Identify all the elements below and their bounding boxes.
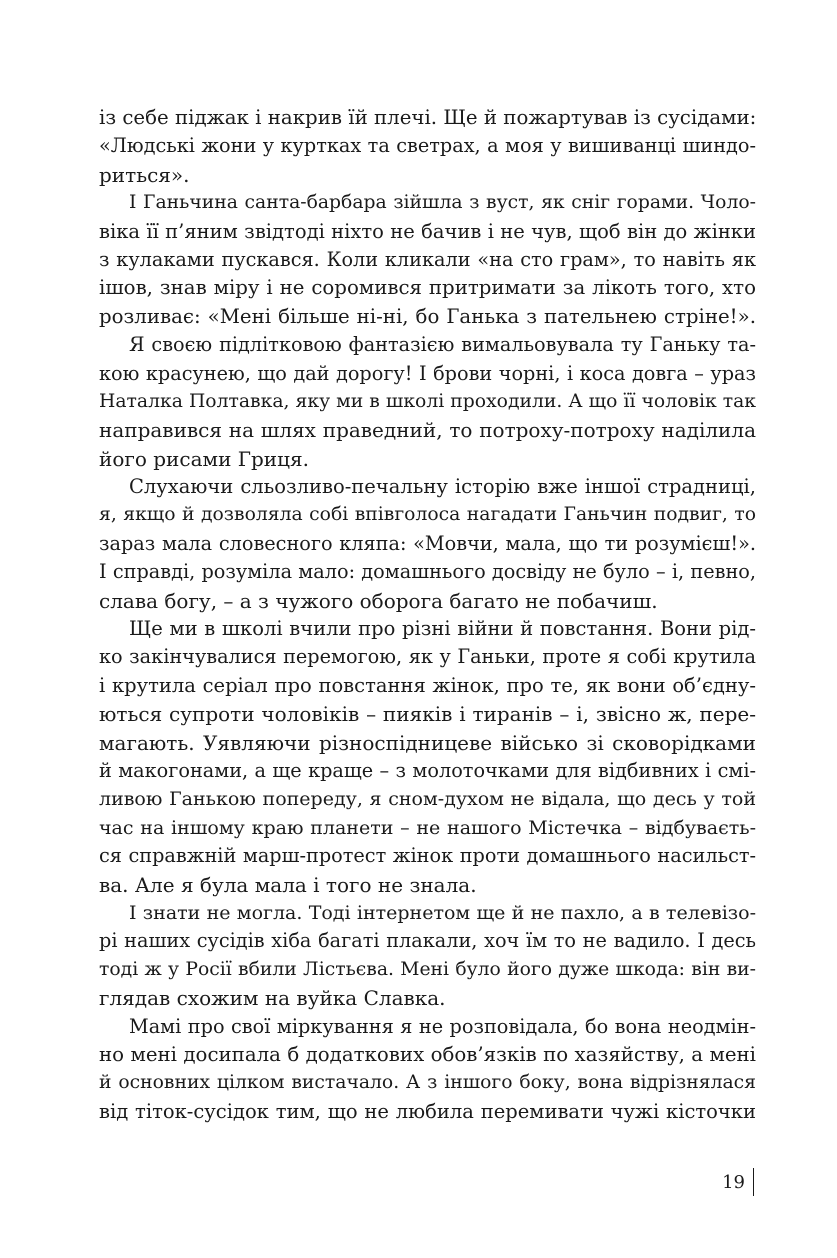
text-line: і крутила серіал про повстання жінок, про те, як вони об’єдну- bbox=[99, 673, 756, 697]
text-line: рі наших сусідів хіба багаті плакали, хоч їм то не вадило. І десь bbox=[99, 929, 756, 953]
text-line: слава богу, – а з чужого оборога багато не побачиш. bbox=[99, 588, 658, 613]
text-line: його рисами Гриця. bbox=[99, 446, 309, 471]
text-line: від тіток-сусідок тим, що не любила перемивати чужі кісточки bbox=[99, 1099, 756, 1123]
text-line: ва. Але я була мала і того не знала. bbox=[99, 872, 477, 897]
text-line: Ще ми в школі вчили про різні війни й повстання. Вони рід- bbox=[129, 617, 756, 641]
text-line: І Ганьчина санта-барбара зійшла з вуст, як сніг горами. Чоло- bbox=[129, 192, 756, 214]
text-line: ко закінчувалися перемогою, як у Ганьки, проте я собі крутила bbox=[99, 645, 756, 669]
text-line: ливою Ганькою попереду, я сном-духом не відала, що десь у той bbox=[99, 788, 756, 811]
text-line: зараз мала словесного кляпа: «Мовчи, мала, що ти розумієш!». bbox=[99, 531, 756, 555]
text-line: но мені досипала б додаткових обов’язків по хазяйству, а мені bbox=[99, 1042, 756, 1066]
text-line: віка її п’яним звідтоді ніхто не бачив і не чув, щоб він до жінки bbox=[99, 219, 756, 243]
page-number-divider bbox=[753, 1168, 754, 1196]
text-line: із себе піджак і накрив їй плечі. Ще й пожартував із сусідами: bbox=[99, 106, 756, 129]
text-line: направився на шлях праведний, то потроху-потроху наділила bbox=[99, 418, 756, 443]
body-text bbox=[99, 104, 756, 1126]
text-line: розливає: «Мені більше ні-ні, бо Ганька з пательнею стріне!». bbox=[99, 304, 756, 328]
text-line: магають. Уявляючи різноспідницеве військо зі сковорідками bbox=[99, 730, 756, 755]
text-line: І справді, розуміла мало: домашнього досвіду не було – і, певно, bbox=[99, 560, 756, 584]
text-line: «Людські жони у куртках та светрах, а моя у вишиванці шиндо- bbox=[99, 134, 756, 158]
text-line: я, якщо й дозволяла собі впівголоса нагадати Ганьчин подвиг, то bbox=[99, 504, 756, 526]
text-line: ішов, знав міру і не соромився притримати за лікоть того, хто bbox=[99, 276, 756, 300]
text-line: Наталка Полтавка, яку ми в школі проходили. А що її чоловік так bbox=[99, 390, 756, 412]
text-line: Слухаючи сльозливо-печальну історію вже іншої страдниці, bbox=[129, 475, 756, 499]
text-line: ся справжній марш-протест жінок проти домашнього насильст- bbox=[99, 844, 756, 868]
text-line: й макогонами, а ще краще – з молоточками для відбивних і смі- bbox=[99, 758, 756, 782]
text-line: з кулаками пускався. Коли кликали «на сто грам», то навіть як bbox=[99, 247, 756, 271]
page-number: 19 bbox=[722, 1172, 745, 1193]
text-line: й основних цілком вистачало. А з іншого боку, вона відрізнялася bbox=[99, 1072, 756, 1094]
text-line: кою красунею, що дай дорогу! І брови чорні, і коса довга – ураз bbox=[99, 361, 756, 385]
text-line: І знати не могла. Тоді інтернетом ще й не пахло, а в телевізо- bbox=[129, 901, 756, 924]
text-line: тоді ж у Росії вбили Лістьєва. Мені було його дуже шкода: він ви- bbox=[99, 958, 756, 980]
text-line: Я своєю підлітковою фантазією вимальовувала ту Ганьку та- bbox=[129, 333, 756, 357]
text-line: час на іншому краю планети – не нашого Містечка – відбуваєть- bbox=[99, 816, 756, 839]
text-line: ються супроти чоловіків – пияків і тиранів – і, звісно ж, пере- bbox=[99, 702, 756, 727]
text-line: глядав схожим на вуйка Славка. bbox=[99, 986, 446, 1011]
text-line: риться». bbox=[99, 162, 190, 187]
text-line: Мамі про свої міркування я не розповідала, бо вона неодмін- bbox=[129, 1014, 756, 1038]
